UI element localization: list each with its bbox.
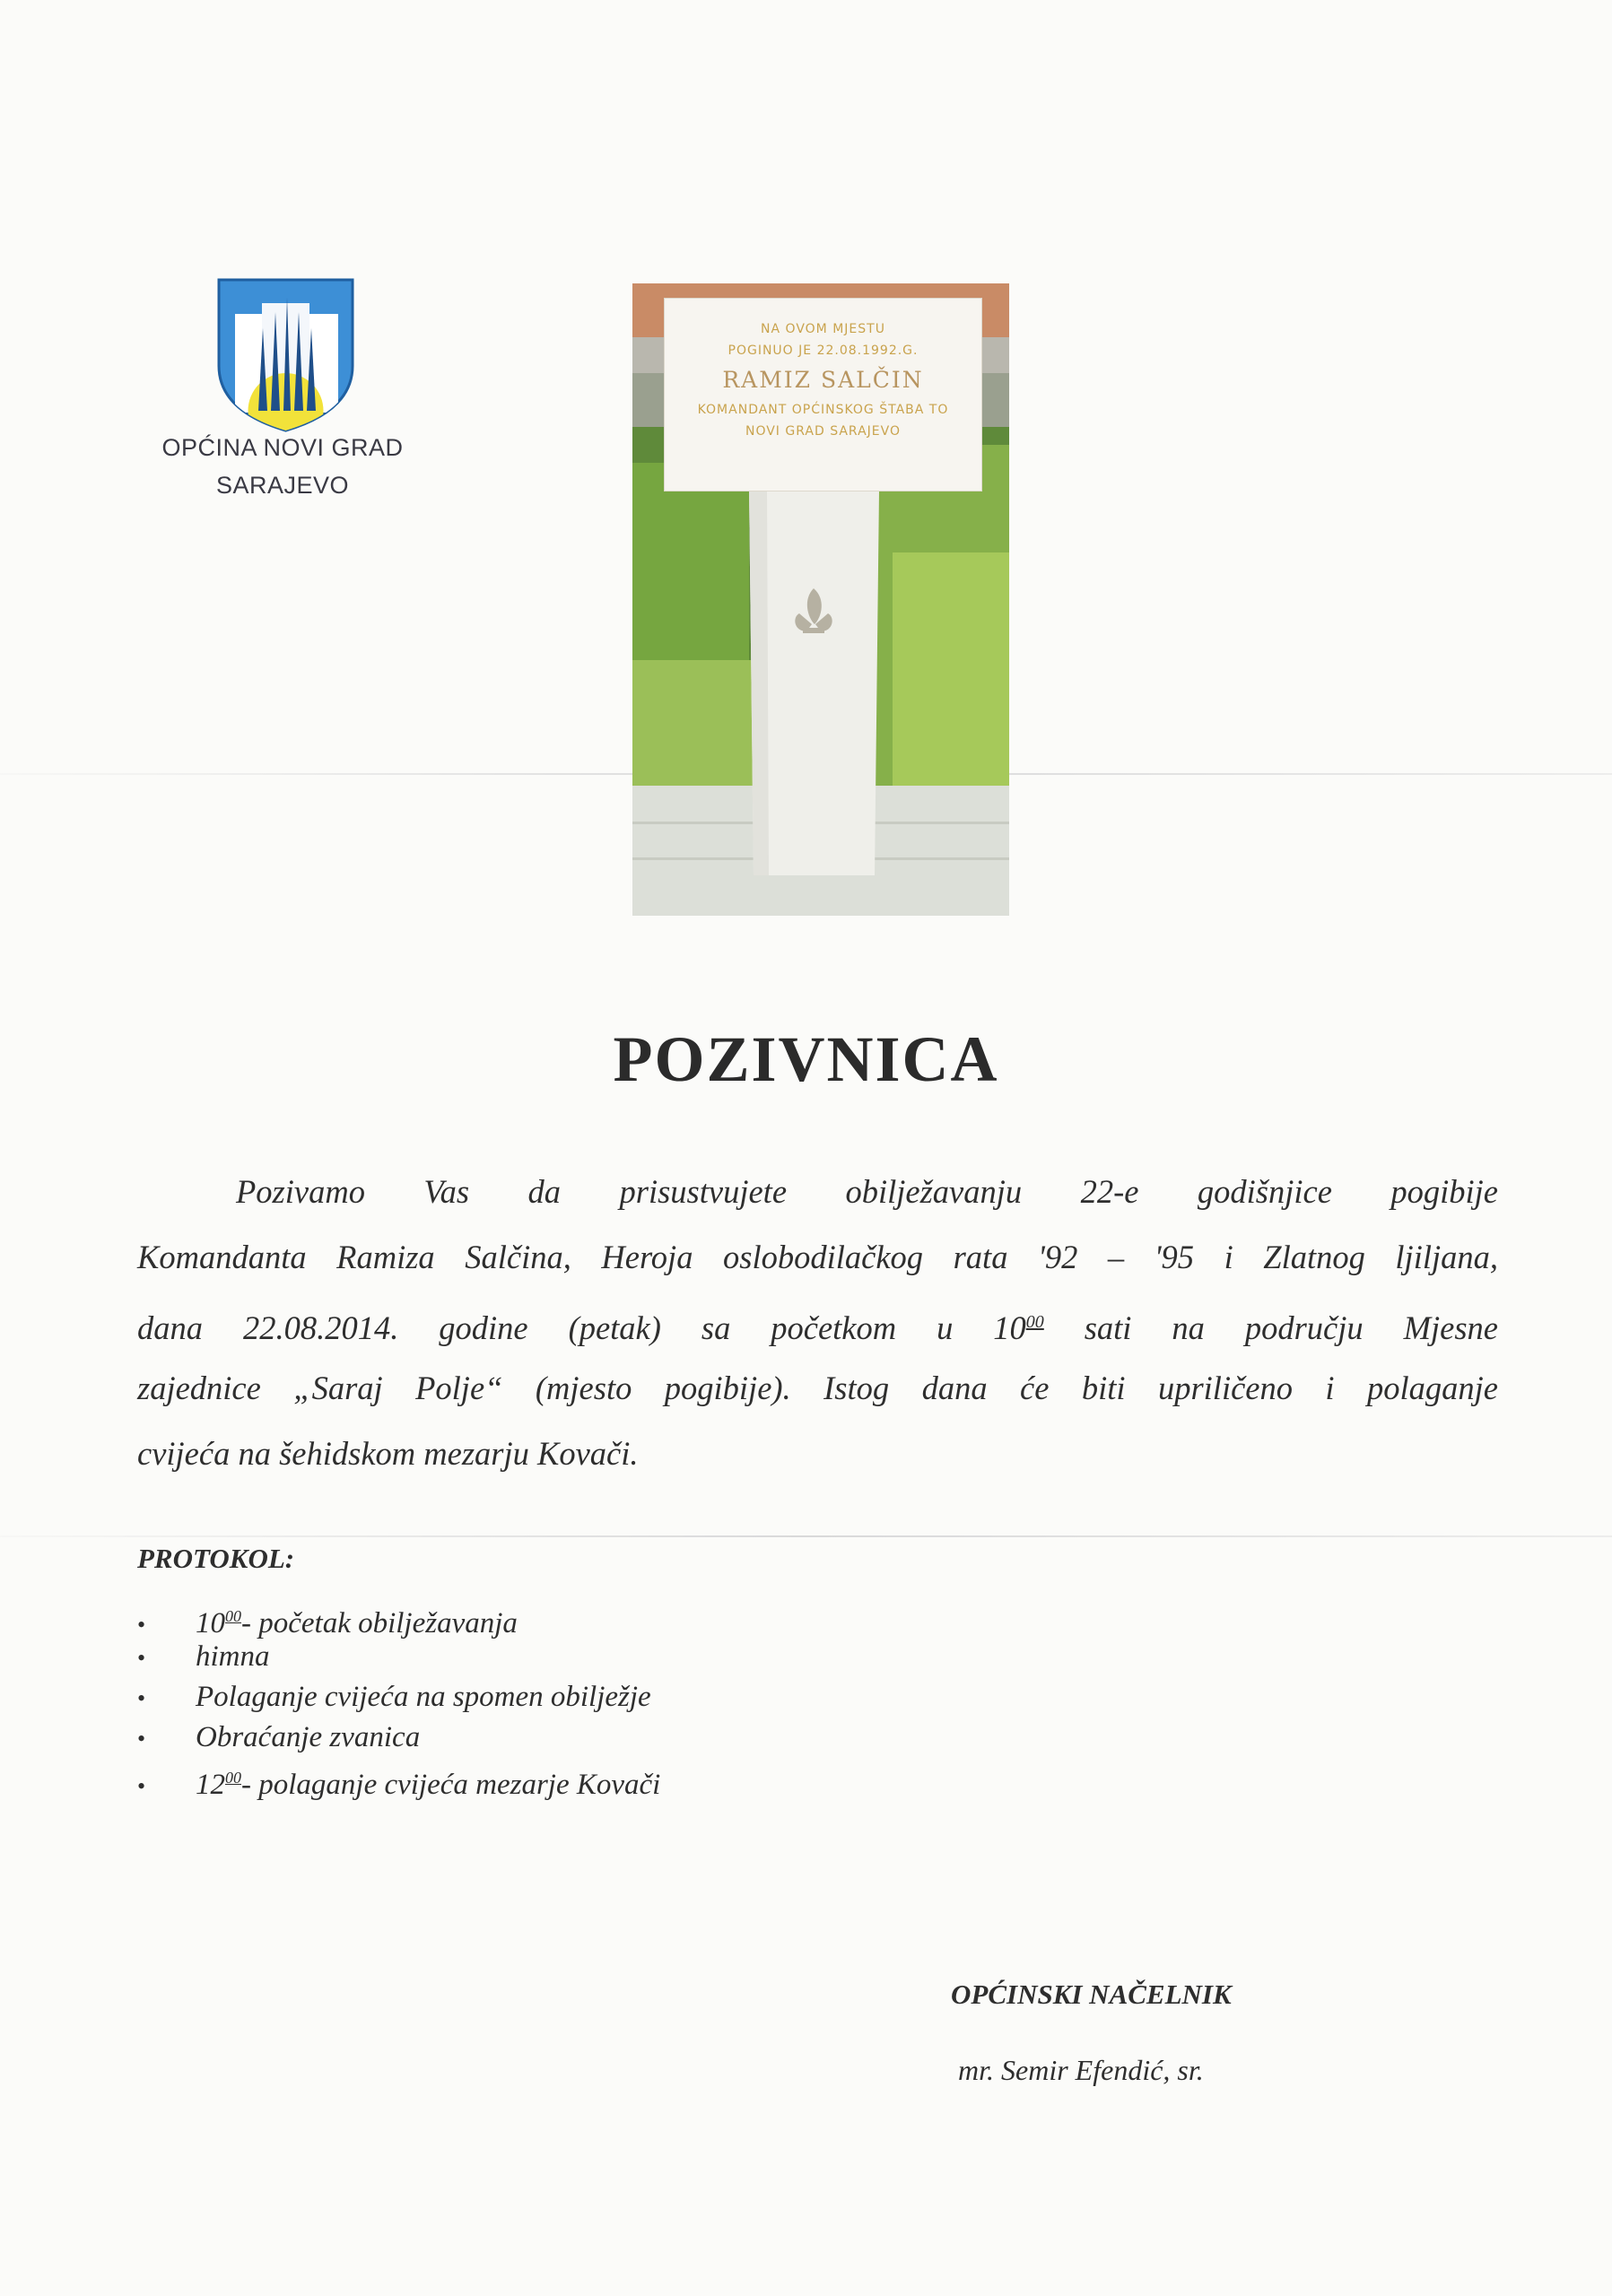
item-text: - polaganje cvijeća mezarje Kovači bbox=[241, 1769, 661, 1801]
item-time-superscript: 00 bbox=[225, 1769, 241, 1787]
municipality-line-2: SARAJEVO bbox=[215, 472, 350, 499]
document-title: POZIVNICA bbox=[613, 1023, 999, 1095]
municipality-line-1: OPĆINA NOVI GRAD bbox=[161, 434, 404, 461]
paragraph-line: Pozivamo Vas da prisustvujete obilježavanju 22-e godišnjice pogibije bbox=[236, 1173, 1498, 1210]
item-text: Polaganje cvijeća na spomen obilježje bbox=[196, 1681, 651, 1713]
memorial-plaque bbox=[664, 298, 982, 491]
list-item bbox=[137, 1596, 660, 1637]
paragraph-line: zajednice „Saraj Polje“ (mjesto pogibije). Istog dana će biti upriličeno i polaganje bbox=[137, 1370, 1498, 1406]
municipality-name bbox=[126, 429, 440, 504]
list-item bbox=[137, 1637, 660, 1677]
signature-role: OPĆINSKI NAČELNIK bbox=[951, 1979, 1232, 2010]
signature-name: mr. Semir Efendić, sr. bbox=[958, 2054, 1204, 2086]
plaque-line: KOMANDANT OPĆINSKOG ŠTABA TO bbox=[697, 403, 949, 417]
coat-of-arms-icon bbox=[215, 276, 356, 434]
item-time: 10 bbox=[196, 1607, 225, 1639]
plaque-line: NA OVOM MJESTU bbox=[761, 322, 885, 336]
bullet-icon: • bbox=[137, 1612, 146, 1638]
list-item bbox=[137, 1758, 661, 1801]
paragraph-text: sati na području Mjesne bbox=[1043, 1309, 1498, 1347]
item-text: Obraćanje zvanica bbox=[196, 1721, 421, 1753]
item-text: himna bbox=[196, 1640, 270, 1673]
list-item bbox=[137, 1718, 660, 1758]
bullet-icon: • bbox=[137, 1685, 146, 1711]
bullet-icon: • bbox=[137, 1773, 146, 1799]
protocol-heading: PROTOKOL: bbox=[137, 1543, 295, 1574]
time-superscript: 00 bbox=[1025, 1312, 1044, 1332]
paragraph-line bbox=[137, 1290, 1498, 1355]
plaque-line: POGINUO JE 22.08.1992.G. bbox=[728, 344, 919, 358]
item-text: - početak obilježavanja bbox=[241, 1607, 518, 1639]
invitation-paragraph bbox=[137, 1159, 1498, 1486]
item-time: 12 bbox=[196, 1769, 225, 1801]
bullet-icon: • bbox=[137, 1726, 146, 1752]
paper-fold-line bbox=[0, 1535, 1612, 1537]
item-time-superscript: 00 bbox=[225, 1607, 241, 1625]
plaque-line: NOVI GRAD SARAJEVO bbox=[745, 424, 901, 439]
bullet-icon: • bbox=[137, 1645, 146, 1671]
list-item bbox=[137, 1677, 660, 1718]
memorial-photo bbox=[632, 283, 1009, 916]
paragraph-text: dana 22.08.2014. godine (petak) sa početkom u 10 bbox=[137, 1309, 1026, 1347]
plaque-name: RAMIZ SALČIN bbox=[722, 367, 924, 393]
paragraph-line: cvijeća na šehidskom mezarju Kovači. bbox=[137, 1435, 639, 1472]
protocol-list bbox=[137, 1596, 661, 1801]
paragraph-line: Komandanta Ramiza Salčina, Heroja oslobodilačkog rata '92 – '95 i Zlatnog ljiljana, bbox=[137, 1239, 1498, 1275]
